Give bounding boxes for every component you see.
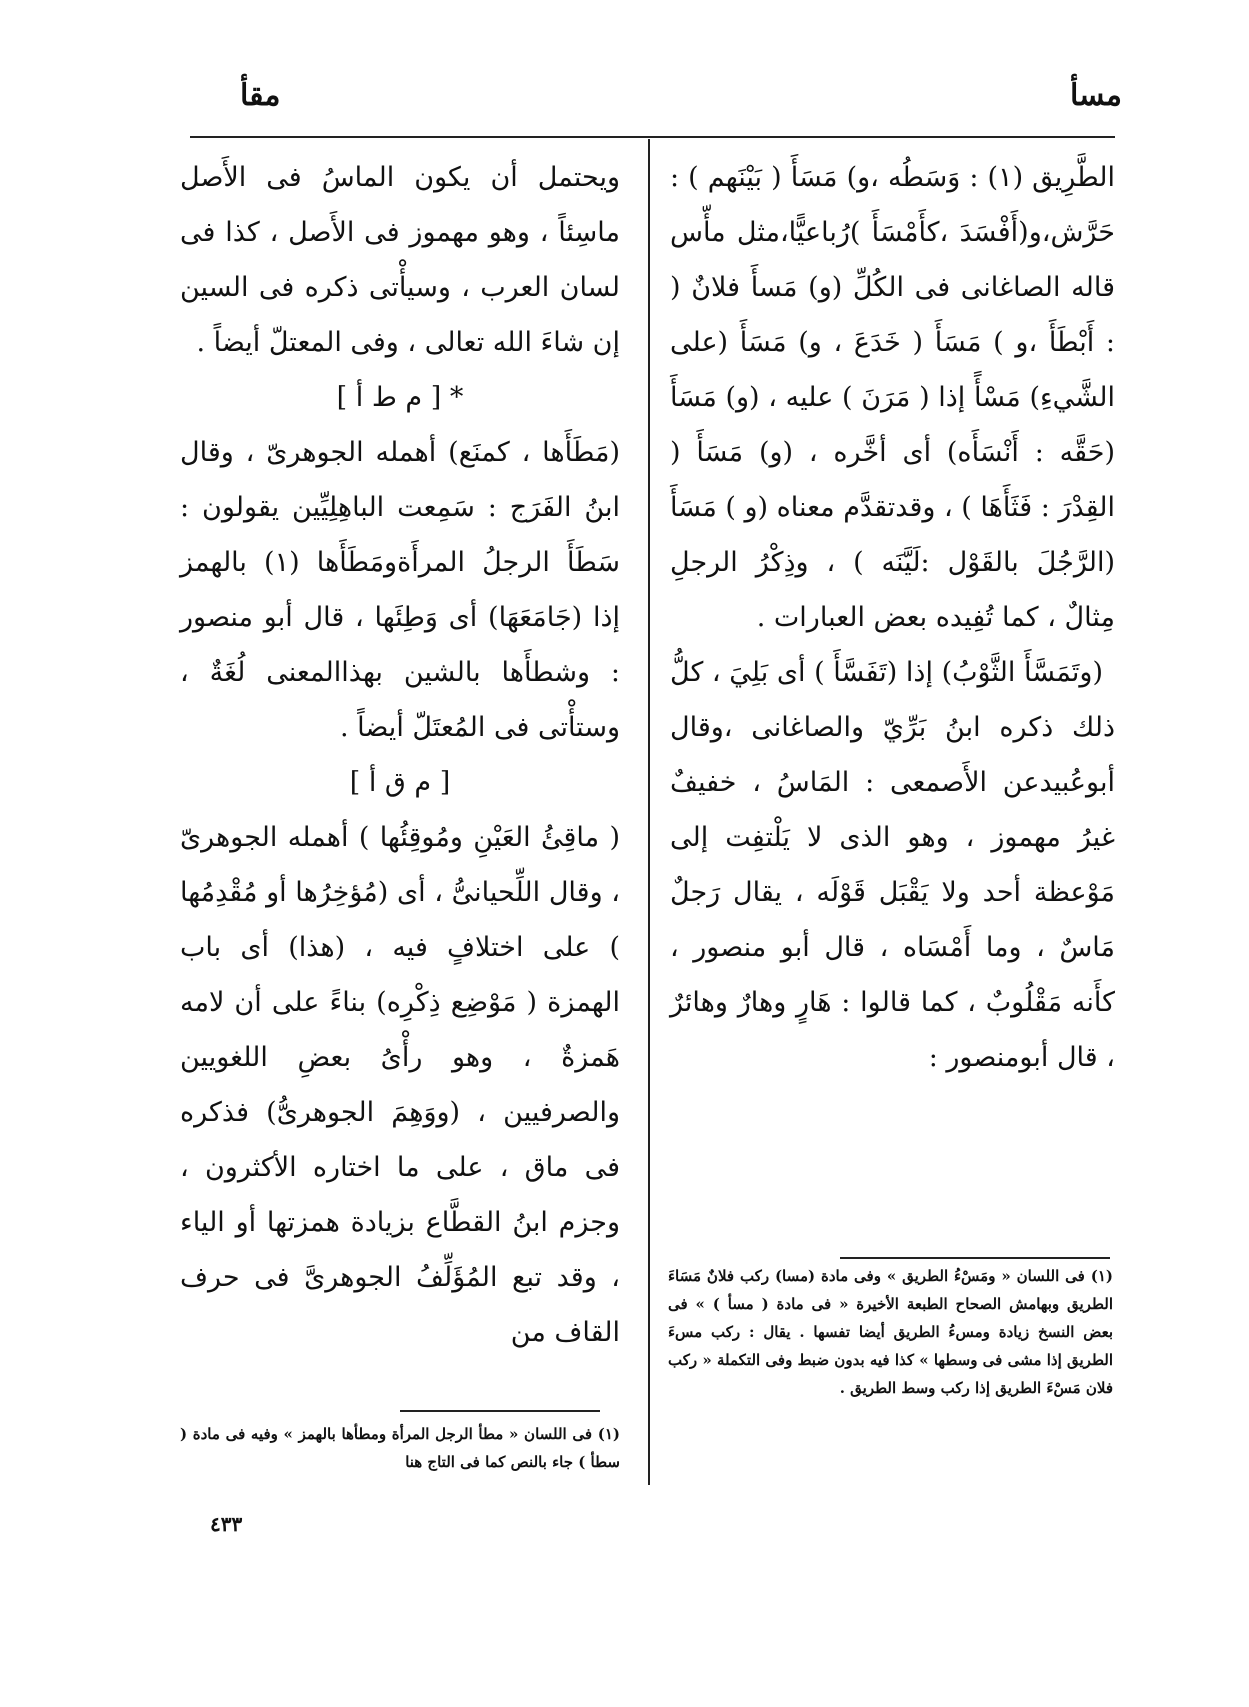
footnote-right-text: (١) فى اللسان « ومَسْءُ الطريق » وفى مادة (مسا) ركب فلانٌ مَسَاءَ الطريق وبهامش الصحاح الطبعة الأخيرة « فى مادة ( مسأ ) » فى بعض النسخ زيادة ومسءُ الطريق أيضا تفسها . يقال : ركب مسءَ الطريق إذا مشى فى وسطها » كذا فيه بدون ضبط وفى التكملة « ركب فلان مَسْءَ الطريق إذا ركب وسط الطريق . xyxy=(668,1267,1113,1397)
right-paragraph-2: (وتَمَسَّأَ الثَّوْبُ) إذا (تَفَسَّأَ ) أى بَلِيَ ، كلُّ ذلك ذكره ابنُ بَرِّيّ والصاغانى ،وقال أبوعُبيدعن الأَصمعى : المَاسُ ، خفيفٌ غيرُ مهموز ، وهو الذى لا يَلْتفِت إلى مَوْعظة أحد ولا يَقْبَل قَوْلَه ، يقال رَجلٌ مَاسٌ ، وما أَمْسَاه ، قال أبو منصور ، كأَنه مَقْلُوبٌ ، كما قالوا : هَارٍ وهارٌ وهائرٌ ، قال أبومنصور : xyxy=(670,657,1115,1073)
entry-heading-mta: * [ م ط أ ] xyxy=(336,382,464,413)
footnote-rule-left xyxy=(400,1410,600,1412)
left-column xyxy=(180,150,620,1360)
entry-heading-mqa: [ م ق أ ] xyxy=(349,767,451,798)
left-paragraph-2: (مَطَأَها ، كمنَع) أهمله الجوهرىّ ، وقال ابنُ الفَرَج : سَمِعت الباهِلِيِّين يقولون : سَطَأَ الرجلُ المرأَةومَطَأَها (١) بالهمز إذا (جَامَعَهَا) أى وَطِئَها ، قال أبو منصور : وشطأَها بالشين بهذاالمعنى لُغَةٌ ، وستأْتى فى المُعتَلّ أيضاً . xyxy=(180,437,620,743)
left-paragraph-3: ( ماقِئُ العَيْنِ ومُوقِئُها ) أهمله الجوهرىّ ، وقال اللِّحيانىُّ ، أى (مُؤخِرُها أو مُقْدِمُها ) على اختلافٍ فيه ، (هذا) أى باب الهمزة ( مَوْضِع ذِكْرِه) بناءً على أن لامه هَمزةٌ ، وهو رأْىُ بعضِ اللغويين والصرفيين ، (ووَهِمَ الجوهرىُّ) فذكره فى ماق ، على ما اختاره الأكثرون ، وجزم ابنُ القطَّاع بزيادة همزتها أو الياء ، وقد تبع المُؤَلِّفُ الجوهرىَّ فى حرف القاف من xyxy=(180,822,620,1348)
right-paragraph-1: الطَّرِيق (١) : وَسَطُه ،و) مَسَأَ ( بَيْنَهم ) : حَرَّش،و(أَفْسَدَ ،كأَمْسَأَ )رُباعيًّا،مثل مأّس قاله الصاغانى فى الكُلِّ (و) مَسأَ فلانٌ ( : أَبْطَأَ ،و ) مَسَأَ ( خَدَعَ ، و) مَسَأَ (على الشَّيءِ) مَسْأً إذا ( مَرَنَ ) عليه ، (و) مَسَأَ (حَقَّه : أَنْسَأَه) أى أخَّره ، (و) مَسَأَ ( القِدْرَ : فَثَأَهَا ) ، وقدتقدَّم معناه (و ) مَسَأَ (الرَّجُلَ بالقَوْل :لَيَّنَه ) ، وذِكْرُ الرجلِ مِثالٌ ، كما تُفِيده بعض العبارات . xyxy=(670,162,1115,633)
footnote-left xyxy=(180,1420,620,1476)
footnote-right xyxy=(668,1262,1113,1402)
column-divider xyxy=(648,139,650,1485)
right-column xyxy=(670,150,1115,1085)
left-paragraph-1: ويحتمل أن يكون الماسُ فى الأَصل ماسِئاً ، وهو مهموز فى الأَصل ، كذا فى لسان العرب ، وسيأْتى ذكره فى السين إن شاءَ الله تعالى ، وفى المعتلّ أيضاً . xyxy=(180,162,620,358)
page-number: ٤٣٣ xyxy=(210,1512,243,1536)
footnote-left-text: (١) فى اللسان « مطأ الرجل المرأة ومطأها بالهمز » وفيه فى مادة ( سطأ ) جاء بالنص كما فى التاج هنا xyxy=(180,1425,620,1471)
header-rule xyxy=(190,136,1115,138)
header-right-word: مسأ xyxy=(1070,78,1122,113)
header-left-word: مقأ xyxy=(240,78,281,113)
footnote-rule-right xyxy=(840,1257,1110,1259)
